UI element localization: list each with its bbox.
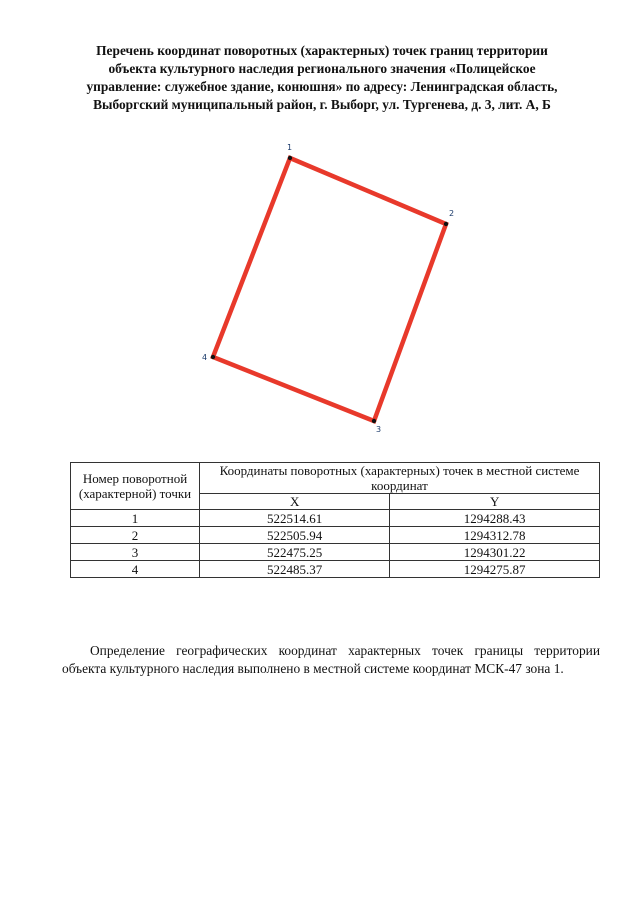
territory-boundary	[213, 158, 446, 421]
point-number-cell: 4	[71, 561, 200, 578]
point-number-cell: 1	[71, 510, 200, 527]
boundary-plan	[190, 138, 470, 438]
y-cell: 1294312.78	[390, 527, 600, 544]
y-cell: 1294275.87	[390, 561, 600, 578]
coordinates-header: Координаты поворотных (характерных) точек в местной системе координат	[200, 463, 600, 494]
vertex-label-4: 4	[202, 353, 208, 362]
title-line: Выборгский муниципальный район, г. Выборг, ул. Тургенева, д. 3, лит. А, Б	[93, 97, 551, 112]
coordinate-system-note: Определение географических координат характерных точек границы территории объекта культурного наследия выполнено в местной системе координат МСК-47 зона 1.	[62, 643, 600, 677]
x-cell: 522485.37	[200, 561, 390, 578]
y-cell: 1294301.22	[390, 544, 600, 561]
table-row	[71, 527, 600, 544]
x-cell: 522475.25	[200, 544, 390, 561]
title-line: Перечень координат поворотных (характерных) точек границ территории	[96, 43, 548, 58]
vertex-point-1	[288, 156, 292, 160]
point-number-header: Номер поворотной (характерной) точки	[71, 463, 200, 510]
title-line: управление: служебное здание, конюшня» по адресу: Ленинградская область,	[86, 79, 558, 94]
x-header: X	[200, 494, 390, 510]
y-header: Y	[390, 494, 600, 510]
title-line: объекта культурного наследия регионального значения «Полицейское	[108, 61, 536, 76]
vertex-label-1: 1	[287, 143, 293, 152]
point-number-cell: 3	[71, 544, 200, 561]
vertex-label-2: 2	[449, 209, 455, 218]
vertex-label-3: 3	[376, 425, 382, 434]
vertex-point-2	[444, 222, 448, 226]
table-row	[71, 544, 600, 561]
coordinates-table	[70, 462, 600, 578]
table-row	[71, 510, 600, 527]
x-cell: 522514.61	[200, 510, 390, 527]
vertex-point-3	[372, 419, 376, 423]
x-cell: 522505.94	[200, 527, 390, 544]
vertex-point-4	[211, 355, 215, 359]
point-number-cell: 2	[71, 527, 200, 544]
y-cell: 1294288.43	[390, 510, 600, 527]
table-row	[71, 561, 600, 578]
document-title	[62, 42, 582, 114]
